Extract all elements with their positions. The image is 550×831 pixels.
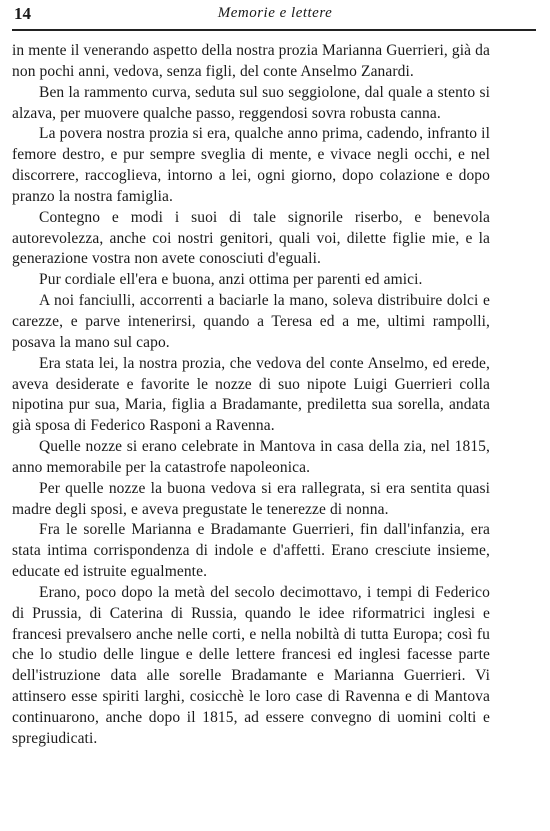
paragraph: La povera nostra prozia si era, qualche anno prima, cadendo, infranto il femore destro, e pur sempre sveglia di mente, e vivace negli occhi, e nel discorrere, raccoglieva, intorno a lei, ogni giorno, dopo colazione e dopo pranzo la nostra famiglia. (12, 125, 490, 205)
paragraph: Era stata lei, la nostra prozia, che vedova del conte Anselmo, ed erede, aveva desiderate e favorite le nozze di suo nipote Luigi Guerrieri colla nipotina pur sua, Maria, figlia a Bradamante, prediletta sua sorella, andata già sposa di Federico Rasponi a Ravenna. (12, 354, 490, 435)
page-header (0, 0, 550, 30)
header-rule (12, 29, 536, 31)
paragraph: Per quelle nozze la buona vedova si era rallegrata, si era sentita quasi madre degli sposi, e aveva pregustate le tenerezze di nonna. (12, 479, 490, 518)
paragraph: Erano, poco dopo la metà del secolo decimottavo, i tempi di Federico di Prussia, di Caterina di Russia, quando le idee riformatrici inglesi e francesi prevalsero anche nelle corti, e nella nobiltà di tutta Europa; così fu che lo studio delle lingue e delle lettere francesi ed inglesi facesse parte dell'istruzione data alle sorelle Bradamante e Marianna Guerrieri. Vi attinsero esse spiriti larghi, cosicchè le loro case di Ravenna e di Mantova continuarono, anche dopo il 1815, ad essere convegno di uomini colti e spregiudicati. (12, 583, 490, 747)
body-text (12, 41, 490, 750)
paragraph-continued: in mente il venerando aspetto della nostra prozia Marianna Guerrieri, già da non pochi anni, vedova, senza figli, del conte Anselmo Zanardi. (12, 42, 490, 80)
running-title: Memorie e lettere (217, 5, 333, 21)
paragraph: A noi fanciulli, accorrenti a baciarle la mano, soleva distribuire dolci e carezze, e parve intenerirsi, quando a Teresa ed a me, ultimi rampolli, posava la mano sul capo. (12, 292, 490, 351)
paragraph: Fra le sorelle Marianna e Bradamante Guerrieri, fin dall'infanzia, era stata intima corrispondenza di indole e d'affetti. Erano cresciute insieme, educate ed istruite egualmente. (12, 521, 490, 581)
page-number: 14 (14, 4, 31, 23)
paragraph: Quelle nozze si erano celebrate in Mantova in casa della zia, nel 1815, anno memorabile per la catastrofe napoleonica. (12, 438, 490, 476)
paragraph: Ben la rammento curva, seduta sul suo seggiolone, dal quale a stento si alzava, per muovere qualche passo, reggendosi sovra robusta canna. (12, 83, 490, 122)
paragraph: Pur cordiale ell'era e buona, anzi ottima per parenti ed amici. (39, 271, 423, 289)
paragraph: Contegno e modi i suoi di tale signorile riserbo, e benevola autorevolezza, anche coi nostri genitori, quali voi, dilette figlie mie, e la generazione vostra non avete conosciuti d'eguali. (12, 208, 490, 268)
